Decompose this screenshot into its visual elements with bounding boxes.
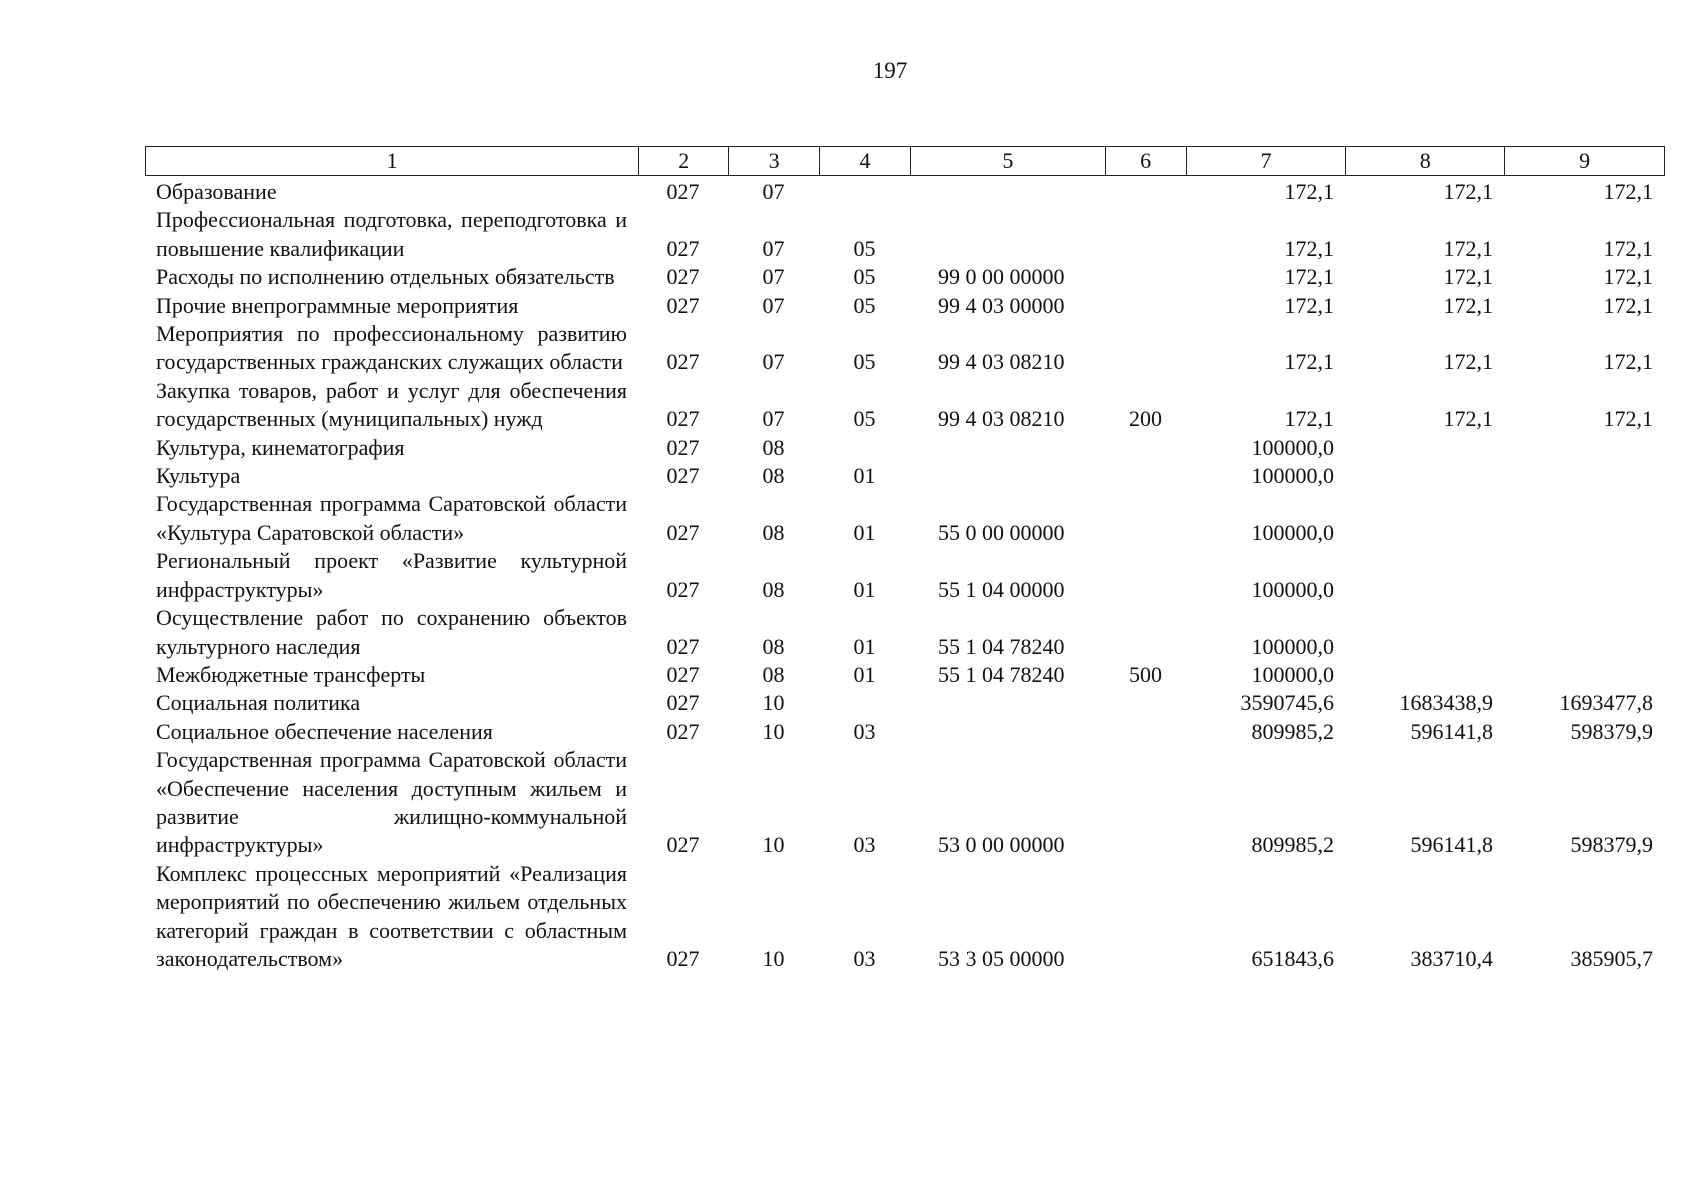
row-cell-col-7: 100000,0: [1251, 434, 1334, 460]
row-cell-col-2: 027: [666, 576, 700, 602]
row-cell-col-2: 027: [666, 406, 700, 432]
row-cell-col-4: 01: [853, 463, 876, 489]
table-row: [145, 178, 1665, 206]
row-cell-col-3: 07: [762, 235, 785, 261]
row-cell-col-9: 1693477,8: [1559, 690, 1653, 716]
row-cell-col-7: 100000,0: [1251, 576, 1334, 602]
row-label: Осуществление работ по сохранению объектов культурного наследия: [156, 605, 627, 659]
row-cell-col-7: 100000,0: [1251, 661, 1334, 687]
header-col-5: 5: [910, 147, 1105, 175]
row-cell-col-4: 01: [853, 576, 876, 602]
row-cell-col-9: 172,1: [1603, 179, 1653, 204]
row-cell-col-6: 200: [1129, 406, 1162, 432]
row-cell-col-9: 172,1: [1603, 406, 1653, 432]
row-label: Культура, кинематография: [156, 434, 405, 460]
row-cell-col-5: 55 1 04 78240: [938, 661, 1065, 687]
row-cell-col-4: 03: [853, 832, 876, 858]
row-cell-col-3: 08: [762, 463, 785, 489]
row-cell-col-5: 99 0 00 00000: [938, 264, 1065, 290]
header-col-1: 1: [386, 148, 398, 173]
row-cell-col-3: 10: [762, 690, 785, 716]
row-cell-col-8: 596141,8: [1410, 718, 1493, 744]
row-cell-col-4: 03: [853, 945, 876, 971]
row-cell-col-3: 08: [762, 519, 785, 545]
row-cell-col-4: 05: [853, 292, 876, 318]
row-cell-col-2: 027: [666, 434, 700, 460]
row-cell-col-4: 05: [853, 406, 876, 432]
table-row: [145, 746, 1665, 860]
row-cell-col-5: 99 4 03 08210: [938, 349, 1065, 375]
row-cell-col-2: 027: [666, 292, 700, 318]
row-cell-col-7: 809985,2: [1251, 718, 1334, 744]
row-label: Социальное обеспечение населения: [156, 718, 493, 744]
row-cell-col-6: 500: [1129, 661, 1162, 687]
row-label: Профессиональная подготовка, переподготовка и повышение квалификации: [156, 207, 627, 261]
row-label: Региональный проект «Развитие культурной инфраструктуры»: [156, 548, 627, 602]
row-cell-col-7: 172,1: [1284, 292, 1334, 318]
row-cell-col-4: 05: [853, 349, 876, 375]
table-row: [145, 434, 1665, 462]
row-cell-col-3: 08: [762, 576, 785, 602]
row-label: Прочие внепрограммные мероприятия: [156, 292, 519, 318]
row-cell-col-8: 1683438,9: [1399, 690, 1493, 716]
table-row: [145, 547, 1665, 604]
row-cell-col-9: 172,1: [1603, 264, 1653, 290]
row-cell-col-9: 598379,9: [1570, 832, 1653, 858]
header-col-2: 2: [638, 147, 728, 175]
row-cell-col-3: 08: [762, 434, 785, 460]
row-label: Государственная программа Саратовской области «Культура Саратовской области»: [156, 491, 627, 545]
row-cell-col-3: 10: [762, 832, 785, 858]
row-label: Социальная политика: [156, 690, 361, 716]
row-cell-col-9: 598379,9: [1570, 718, 1653, 744]
row-cell-col-8: 383710,4: [1410, 945, 1493, 971]
row-cell-col-8: 172,1: [1443, 264, 1493, 290]
row-cell-col-4: 01: [853, 519, 876, 545]
row-cell-col-7: 809985,2: [1251, 832, 1334, 858]
row-label: Закупка товаров, работ и услуг для обеспечения государственных (муниципальных) нужд: [156, 377, 627, 432]
table-row: [145, 490, 1665, 547]
row-cell-col-8: 172,1: [1443, 292, 1493, 318]
row-cell-col-3: 10: [762, 718, 785, 744]
row-cell-col-5: 53 0 00 00000: [938, 832, 1065, 858]
table-row: [145, 206, 1665, 263]
table-row: [145, 263, 1665, 291]
row-cell-col-7: 172,1: [1284, 349, 1334, 375]
row-cell-col-7: 651843,6: [1251, 945, 1334, 971]
row-cell-col-3: 07: [762, 406, 785, 432]
row-cell-col-5: 55 1 04 78240: [938, 633, 1065, 659]
row-cell-col-9: 385905,7: [1570, 945, 1653, 971]
row-cell-col-2: 027: [666, 661, 700, 687]
row-cell-col-2: 027: [666, 235, 700, 261]
row-cell-col-2: 027: [666, 264, 700, 290]
page-number: 197: [872, 58, 908, 83]
row-label: Государственная программа Саратовской области «Обеспечение населения доступным жильем и развитие жилищно-коммунальной инфраструктуры»: [156, 747, 627, 858]
row-cell-col-4: 01: [853, 633, 876, 659]
row-cell-col-7: 100000,0: [1251, 519, 1334, 545]
row-cell-col-7: 172,1: [1284, 264, 1334, 290]
row-cell-col-7: 172,1: [1284, 235, 1334, 261]
row-cell-col-2: 027: [666, 832, 700, 858]
row-cell-col-7: 3590745,6: [1240, 690, 1334, 716]
row-cell-col-9: 172,1: [1603, 292, 1653, 318]
row-cell-col-3: 10: [762, 945, 785, 971]
row-cell-col-7: 100000,0: [1251, 633, 1334, 659]
row-cell-col-5: 99 4 03 08210: [938, 406, 1065, 432]
table-header: [145, 146, 1665, 176]
row-label: Межбюджетные трансферты: [156, 661, 426, 687]
row-cell-col-3: 08: [762, 633, 785, 659]
row-cell-col-8: 172,1: [1443, 406, 1493, 432]
row-cell-col-7: 172,1: [1284, 406, 1334, 432]
row-cell-col-4: 01: [853, 661, 876, 687]
table-row: [145, 320, 1665, 377]
row-label: Комплекс процессных мероприятий «Реализация мероприятий по обеспечению жильем отдельных категорий граждан в соответствии с областным законодательством»: [156, 860, 627, 971]
row-cell-col-2: 027: [666, 349, 700, 375]
row-cell-col-7: 172,1: [1284, 179, 1334, 204]
row-cell-col-2: 027: [666, 718, 700, 744]
table-row: [145, 718, 1665, 746]
row-cell-col-2: 027: [666, 945, 700, 971]
row-cell-col-3: 08: [762, 661, 785, 687]
table-row: [145, 689, 1665, 717]
row-cell-col-2: 027: [666, 633, 700, 659]
row-cell-col-5: 55 1 04 00000: [938, 576, 1065, 602]
row-cell-col-3: 07: [762, 179, 785, 204]
row-cell-col-3: 07: [762, 349, 785, 375]
row-cell-col-2: 027: [666, 690, 700, 716]
header-col-6: 6: [1105, 147, 1186, 175]
row-cell-col-7: 100000,0: [1251, 463, 1334, 489]
table-row: [145, 462, 1665, 490]
row-cell-col-3: 07: [762, 264, 785, 290]
row-cell-col-2: 027: [666, 179, 700, 204]
header-col-4: 4: [819, 147, 910, 175]
row-cell-col-9: 172,1: [1603, 235, 1653, 261]
header-col-3: 3: [728, 147, 819, 175]
header-col-9: 9: [1504, 147, 1664, 175]
table-row: [145, 604, 1665, 661]
header-col-8: 8: [1345, 147, 1504, 175]
row-cell-col-8: 172,1: [1443, 349, 1493, 375]
row-cell-col-5: 99 4 03 00000: [938, 292, 1065, 318]
header-col-7: 7: [1186, 147, 1346, 175]
row-cell-col-4: 03: [853, 718, 876, 744]
row-cell-col-8: 172,1: [1443, 235, 1493, 261]
table-row: [145, 860, 1665, 974]
row-cell-col-5: 55 0 00 00000: [938, 519, 1065, 545]
row-cell-col-4: 05: [853, 264, 876, 290]
table-row: [145, 661, 1665, 689]
row-cell-col-9: 172,1: [1603, 349, 1653, 375]
table-row: [145, 377, 1665, 434]
row-label: Образование: [156, 179, 277, 204]
row-cell-col-2: 027: [666, 519, 700, 545]
row-cell-col-5: 53 3 05 00000: [938, 945, 1065, 971]
row-cell-col-8: 596141,8: [1410, 832, 1493, 858]
row-label: Расходы по исполнению отдельных обязательств: [156, 264, 615, 290]
row-label: Мероприятия по профессиональному развитию государственных гражданских служащих области: [156, 321, 627, 375]
table-body: [145, 178, 1665, 973]
row-cell-col-4: 05: [853, 235, 876, 261]
row-cell-col-2: 027: [666, 463, 700, 489]
table-row: [145, 292, 1665, 320]
row-cell-col-3: 07: [762, 292, 785, 318]
row-cell-col-8: 172,1: [1443, 179, 1493, 204]
row-label: Культура: [156, 463, 241, 489]
